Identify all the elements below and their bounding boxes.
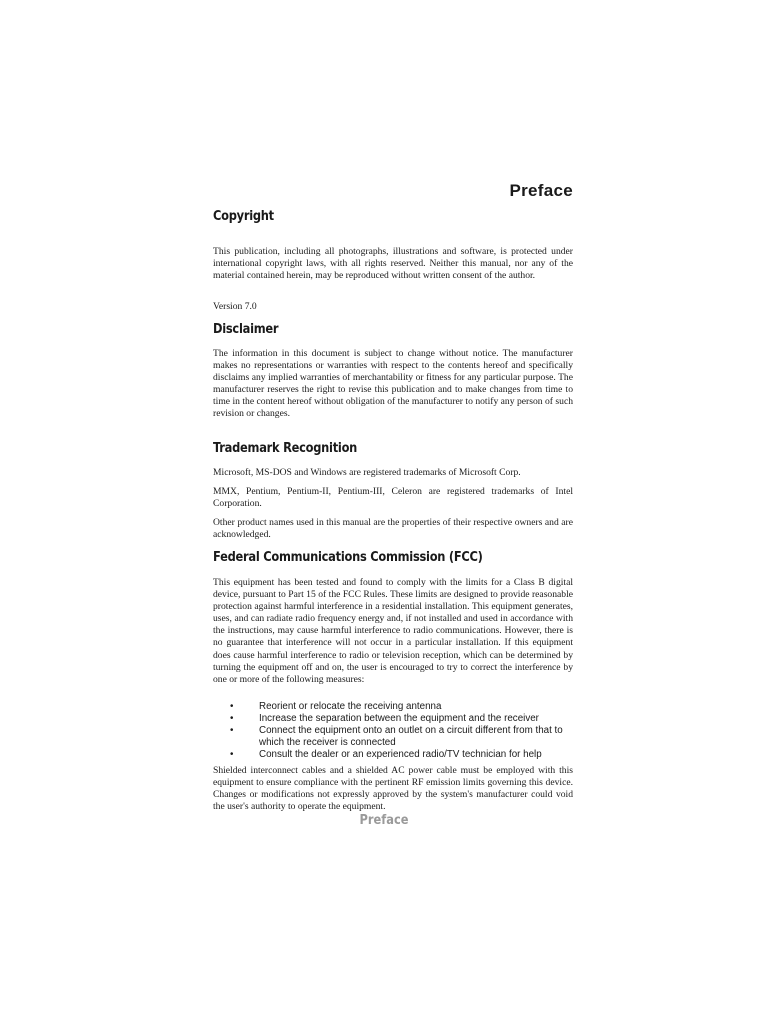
list-item: • Consult the dealer or an experienced radio/TV technician for help — [230, 749, 542, 761]
version-text: Version 7.0 — [213, 301, 257, 312]
copyright-heading: Copyright — [213, 209, 274, 224]
bullet-icon: • — [230, 725, 234, 737]
trademark-p1: Microsoft, MS-DOS and Windows are registered trademarks of Microsoft Corp. — [213, 467, 521, 478]
fcc-heading: Federal Communications Commission (FCC) — [213, 550, 483, 565]
trademark-heading: Trademark Recognition — [213, 441, 358, 456]
disclaimer-heading: Disclaimer — [213, 322, 279, 337]
page-title: Preface — [509, 181, 573, 200]
list-item: • Increase the separation between the equipment and the receiver — [230, 713, 539, 725]
disclaimer-body: The information in this document is subject to change without notice. The manufacturer makes no representations or warranties with respect to the contents hereof and specifically disclaims any implied warranties of merchantability or fitness for any particular purpose. The manufacturer reserves the right to revise this publication and to make changes from time to time in the content hereof without obligation of the manufacturer to notify any person of such revision or changes. — [213, 348, 573, 420]
bullet-icon: • — [230, 713, 234, 725]
fcc-measures-list — [213, 701, 573, 761]
trademark-p3: Other product names used in this manual are the properties of their respective owners and are acknowledged. — [213, 517, 573, 541]
copyright-body: This publication, including all photographs, illustrations and software, is protected under international copyright laws, with all rights reserved. Neither this manual, nor any of the material contained herein, may be reproduced without written consent of the author. — [213, 246, 573, 282]
bullet-icon: • — [230, 749, 234, 761]
bullet-icon: • — [230, 701, 234, 712]
fcc-closing: Shielded interconnect cables and a shielded AC power cable must be employed with this equipment to ensure compliance with the pertinent RF emission limits governing this device. Changes or modifications not expressly approved by the system's manufacturer could void the user's authority to operate the equipment. — [213, 765, 573, 813]
list-item: • Reorient or relocate the receiving antenna — [230, 701, 442, 712]
trademark-p2: MMX, Pentium, Pentium-II, Pentium-III, Celeron are registered trademarks of Intel Corporation. — [213, 486, 573, 510]
fcc-body: This equipment has been tested and found to comply with the limits for a Class B digital device, pursuant to Part 15 of the FCC Rules. These limits are designed to provide reasonable protection against harmful interference in a residential installation. This equipment generates, uses, and can radiate radio frequency energy and, if not installed and used in accordance with the instructions, may cause harmful interference to radio communications. However, there is no guarantee that interference will not occur in a particular installation. If this equipment does cause harmful interference to radio or television reception, which can be determined by turning the equipment off and on, the user is encouraged to try to correct the interference by one or more of the following measures: — [213, 577, 573, 685]
page-footer: Preface — [359, 813, 409, 828]
list-item: • Connect the equipment onto an outlet on a circuit different from that to which the receiver is connected — [230, 725, 563, 749]
